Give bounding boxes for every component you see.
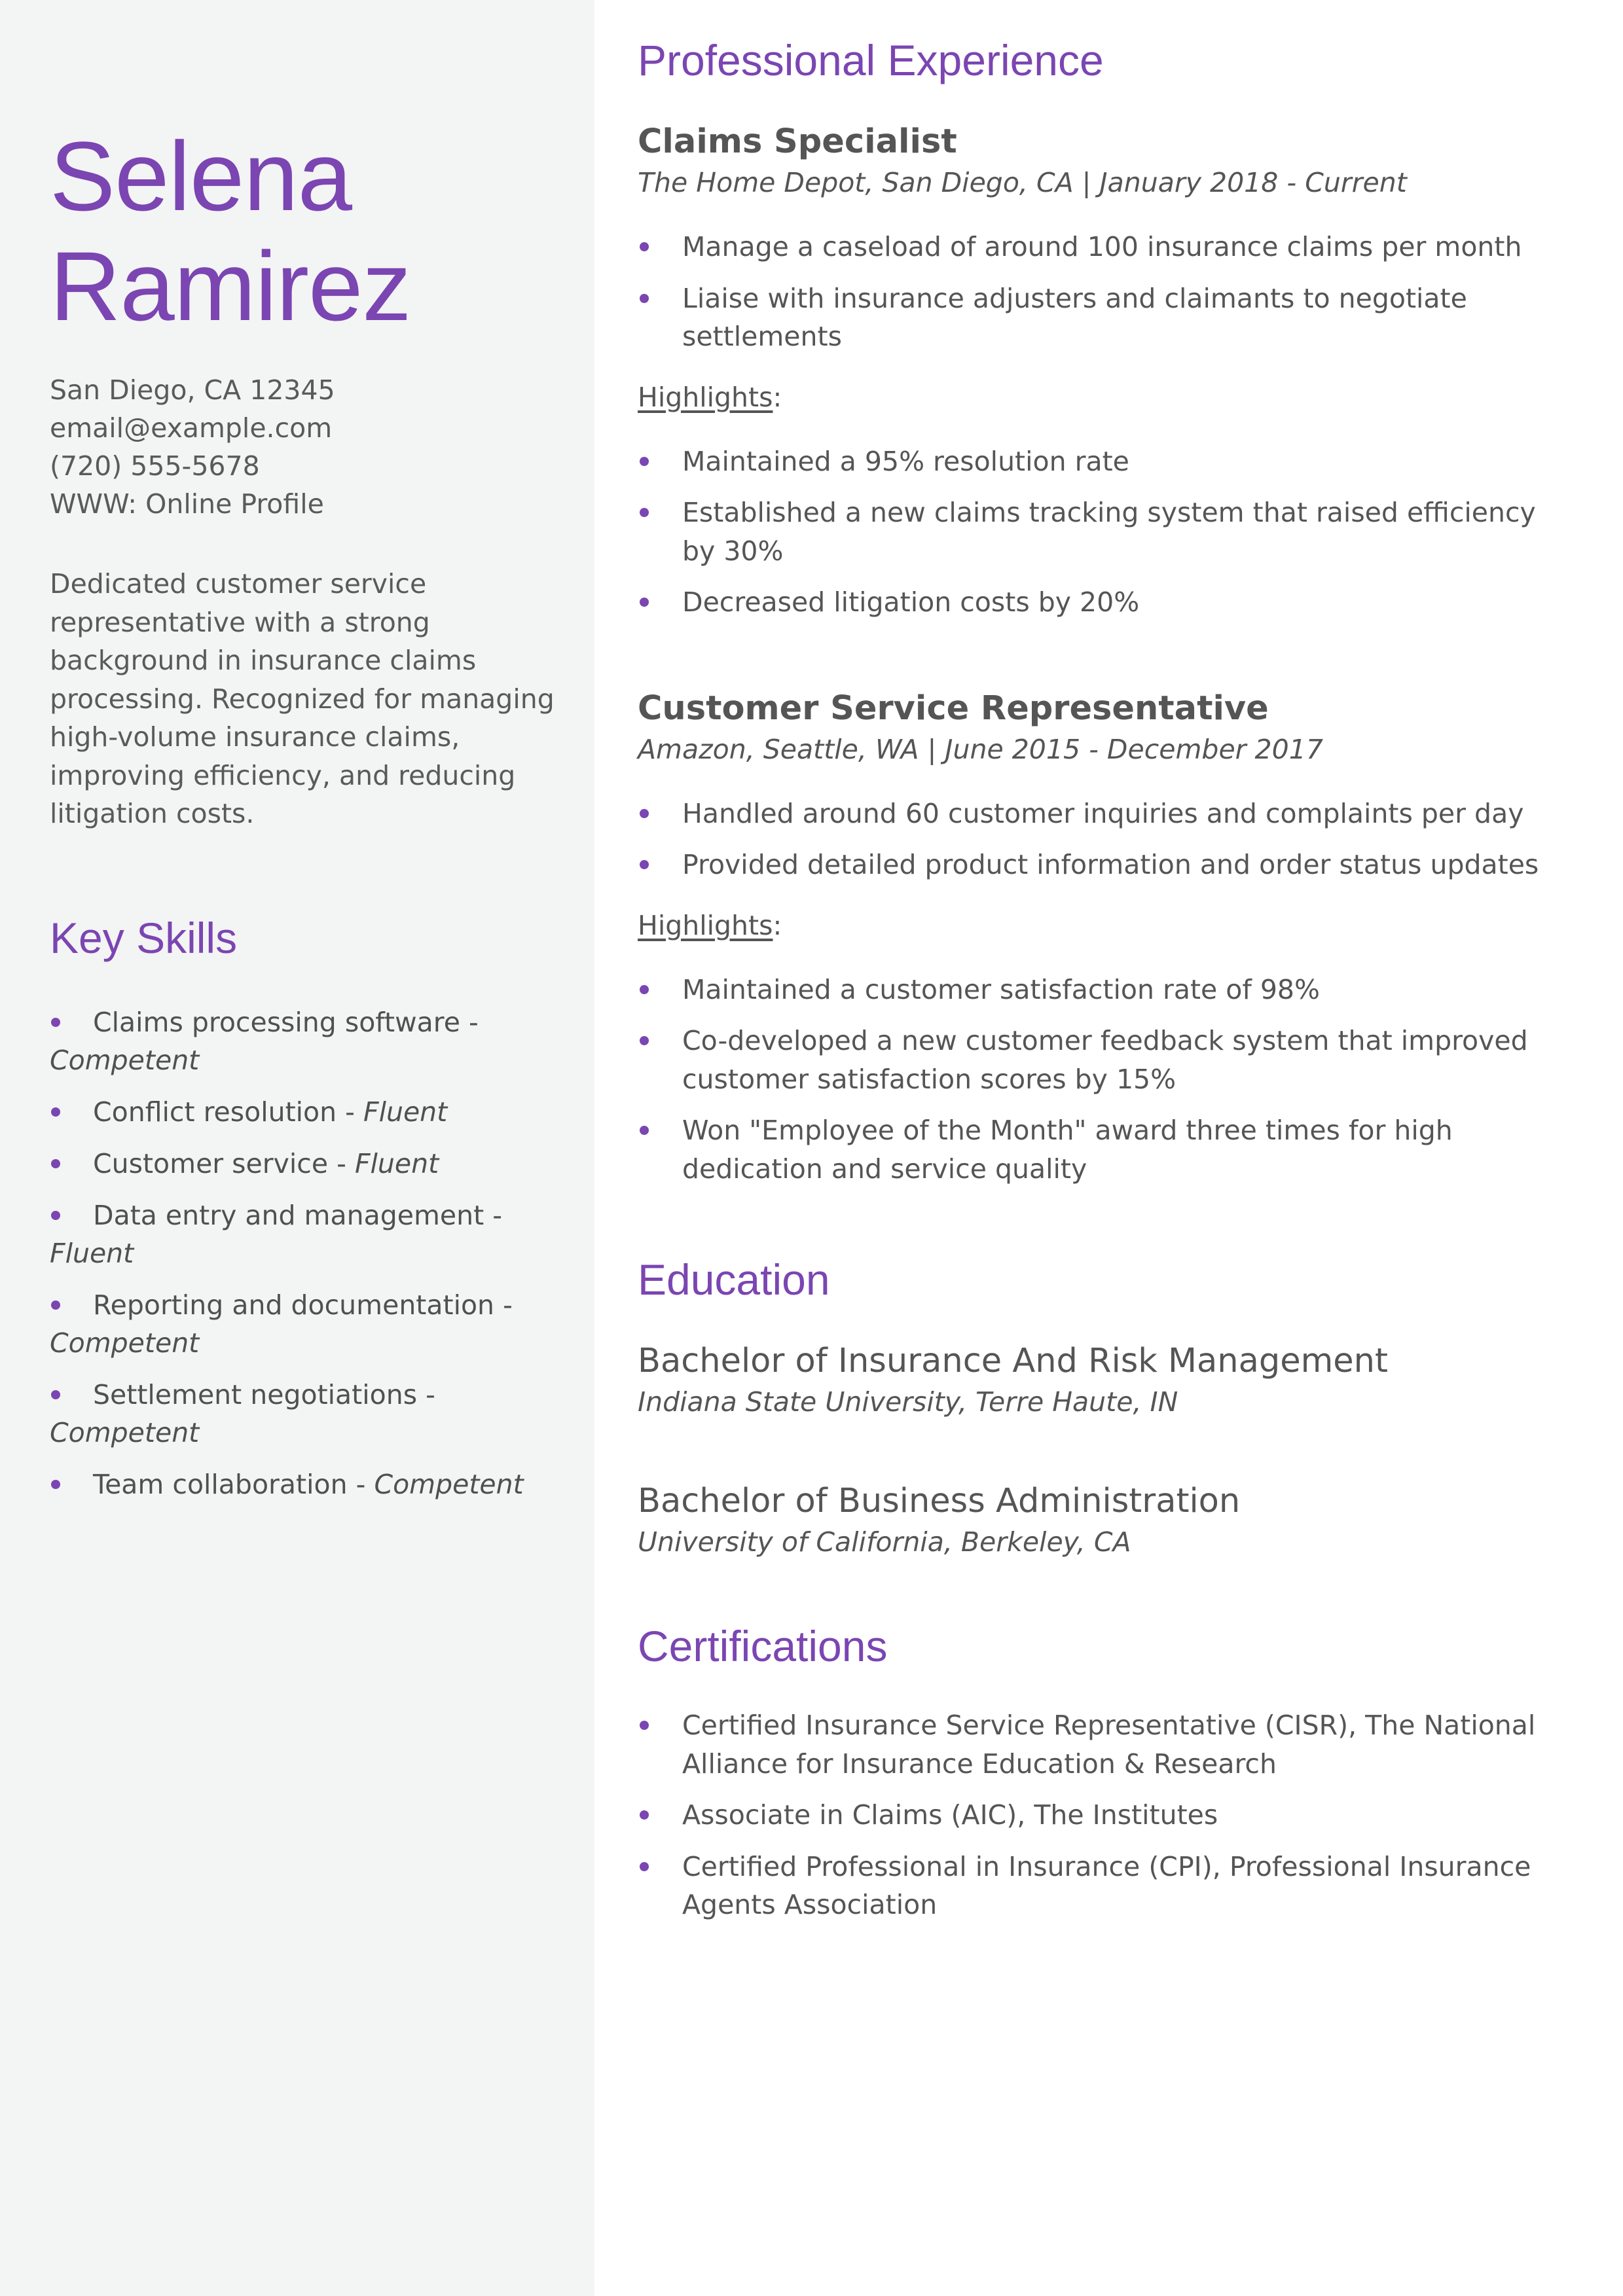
highlights-list <box>638 442 1577 622</box>
education-heading: Education <box>638 1255 830 1304</box>
certification-item: Certified Professional in Insurance (CPI), Professional Insurance Agents Association <box>638 1848 1577 1924</box>
last-name: Ramirez <box>50 231 411 341</box>
highlights-list <box>638 971 1577 1189</box>
duty-item: Liaise with insurance adjusters and claimants to negotiate settlements <box>638 279 1577 356</box>
skill-separator: - <box>417 1378 435 1410</box>
contact-info <box>50 371 555 523</box>
skill-level: Competent <box>50 1416 200 1448</box>
skill-level: Competent <box>374 1468 524 1500</box>
phone: (720) 555-5678 <box>50 450 260 482</box>
skill-item <box>50 1093 555 1131</box>
certification-item: Associate in Claims (AIC), The Institutes <box>638 1796 1577 1835</box>
job-company-dates: The Home Depot, San Diego, CA | January 2018 - Current <box>638 167 1407 198</box>
highlight-item: Maintained a customer satisfaction rate of 98% <box>638 971 1577 1009</box>
skills-heading: Key Skills <box>50 913 238 962</box>
degree: Bachelor of Business Administration <box>638 1482 1241 1520</box>
skill-name: Team collaboration <box>93 1468 348 1500</box>
highlight-item: Decreased litigation costs by 20% <box>638 583 1577 622</box>
summary: Dedicated customer service representative with a strong background in insurance claims processing. Recognized for managing high-volume insurance claims, improving efficiency, and reducing litigation costs. <box>50 568 555 829</box>
duty-item: Provided detailed product information and order status updates <box>638 846 1577 884</box>
highlights-label: Highlights: <box>638 381 782 413</box>
highlights-label-text: Highlights <box>638 909 773 941</box>
skill-item <box>50 1145 555 1183</box>
skill-name: Data entry and management <box>93 1199 484 1231</box>
sidebar <box>0 0 594 2296</box>
address: San Diego, CA 12345 <box>50 374 335 406</box>
skill-level: Fluent <box>354 1147 439 1179</box>
duty-item: Manage a caseload of around 100 insurance claims per month <box>638 228 1577 266</box>
certifications-list <box>638 1706 1577 1924</box>
certification-item: Certified Insurance Service Representative (CISR), The National Alliance for Insurance Education & Research <box>638 1706 1577 1783</box>
skill-level: Fluent <box>50 1237 134 1269</box>
certifications-section <box>638 1620 1577 1924</box>
job-title: Claims Specialist <box>638 122 957 161</box>
duty-item: Handled around 60 customer inquiries and complaints per day <box>638 795 1577 833</box>
skills-list <box>50 1003 555 1503</box>
skill-name: Conflict resolution <box>93 1096 337 1128</box>
skill-name: Reporting and documentation <box>93 1289 495 1321</box>
skill-level: Competent <box>50 1044 200 1076</box>
highlight-item: Won "Employee of the Month" award three times for high dedication and service quality <box>638 1111 1577 1188</box>
skill-item <box>50 1376 555 1452</box>
highlight-item: Co-developed a new customer feedback system that improved customer satisfaction scores by 15% <box>638 1022 1577 1098</box>
job-entry <box>638 120 1577 622</box>
skill-item <box>50 1003 555 1079</box>
highlights-label-text: Highlights <box>638 381 773 413</box>
education-section <box>638 1253 1577 1561</box>
skill-separator: - <box>494 1289 513 1321</box>
job-company-dates: Amazon, Seattle, WA | June 2015 - December 2017 <box>638 733 1323 765</box>
experience-heading: Professional Experience <box>638 36 1104 84</box>
skill-name: Claims processing software <box>93 1006 460 1038</box>
school: Indiana State University, Terre Haute, IN <box>638 1386 1178 1418</box>
skill-separator: - <box>328 1147 355 1179</box>
highlights-label: Highlights: <box>638 909 782 941</box>
experience-section <box>638 34 1577 1188</box>
skill-separator: - <box>347 1468 374 1500</box>
candidate-name <box>50 121 555 341</box>
skill-level: Competent <box>50 1327 200 1359</box>
highlight-item: Established a new claims tracking system that raised efficiency by 30% <box>638 493 1577 570</box>
school: University of California, Berkeley, CA <box>638 1526 1131 1558</box>
skill-item <box>50 1465 555 1503</box>
skill-separator: - <box>460 1006 479 1038</box>
duties-list <box>638 795 1577 884</box>
highlight-item: Maintained a 95% resolution rate <box>638 442 1577 481</box>
skill-separator: - <box>484 1199 503 1231</box>
certifications-heading: Certifications <box>638 1622 888 1670</box>
skill-level: Fluent <box>363 1096 448 1128</box>
skill-separator: - <box>337 1096 363 1128</box>
skill-name: Settlement negotiations <box>93 1378 418 1410</box>
main-content <box>594 0 1623 2296</box>
duties-list <box>638 228 1577 356</box>
skill-item <box>50 1286 555 1362</box>
skill-item <box>50 1196 555 1272</box>
skill-name: Customer service <box>93 1147 329 1179</box>
degree: Bachelor of Insurance And Risk Management <box>638 1342 1389 1380</box>
job-entry <box>638 687 1577 1189</box>
first-name: Selena <box>50 121 352 231</box>
email: email@example.com <box>50 412 333 444</box>
job-title: Customer Service Representative <box>638 689 1269 728</box>
web-profile: WWW: Online Profile <box>50 488 324 520</box>
